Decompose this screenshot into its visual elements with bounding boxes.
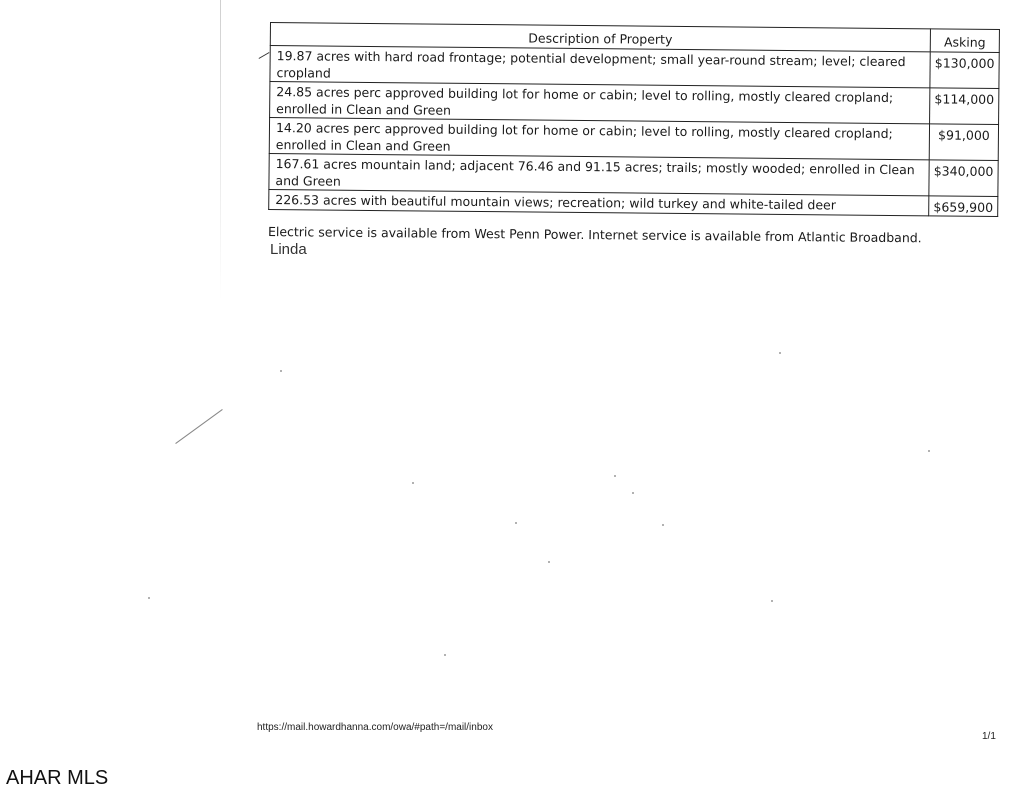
property-document — [268, 22, 1002, 246]
property-description: 24.85 acres perc approved building lot for home or cabin; level to rolling, mostly cleared cropland; enrolled in Clean and Green — [270, 82, 930, 124]
scan-speck — [662, 524, 664, 526]
property-description: 226.53 acres with beautiful mountain views; recreation; wild turkey and white-tailed deer — [269, 189, 929, 215]
pen-tick-mark — [259, 52, 270, 59]
table-row — [270, 82, 999, 125]
mls-watermark: AHAR MLS — [6, 767, 109, 789]
property-table — [268, 22, 1000, 217]
property-description: 14.20 acres perc approved building lot for home or cabin; level to rolling, mostly cleared cropland; enrolled in Clean and Green — [269, 118, 929, 160]
scan-speck — [779, 352, 781, 354]
scan-speck — [280, 370, 282, 372]
scan-speck — [148, 597, 150, 599]
scan-speck — [632, 492, 634, 494]
asking-price: $659,900 — [929, 196, 998, 217]
asking-price: $114,000 — [930, 88, 999, 125]
pencil-stroke — [175, 409, 223, 444]
scan-speck — [515, 522, 517, 524]
scan-speck — [548, 561, 550, 563]
page-counter: 1/1 — [982, 731, 996, 742]
signature-name: Linda — [270, 241, 307, 258]
print-url[interactable]: https://mail.howardhanna.com/owa/#path=/mail/inbox — [257, 722, 493, 733]
scan-fold-line — [220, 0, 221, 300]
property-description: 167.61 acres mountain land; adjacent 76.46 and 91.15 acres; trails; mostly wooded; enrolled in Clean and Green — [269, 153, 929, 195]
scan-speck — [771, 600, 773, 602]
scan-speck — [444, 654, 446, 656]
asking-price: $340,000 — [929, 160, 998, 197]
scan-speck — [928, 450, 930, 452]
asking-price: $130,000 — [930, 52, 999, 89]
scan-speck — [412, 482, 414, 484]
asking-header: Asking — [930, 29, 999, 53]
scan-speck — [614, 475, 616, 477]
table-row — [269, 118, 998, 161]
utilities-note: Electric service is available from West Penn Power. Internet service is available from Atlantic Broadband. — [267, 223, 922, 246]
property-description: 19.87 acres with hard road frontage; potential development; small year-round stream; level; cleared cropland — [270, 46, 930, 88]
asking-price: $91,000 — [929, 124, 998, 161]
description-header: Description of Property — [270, 23, 930, 52]
